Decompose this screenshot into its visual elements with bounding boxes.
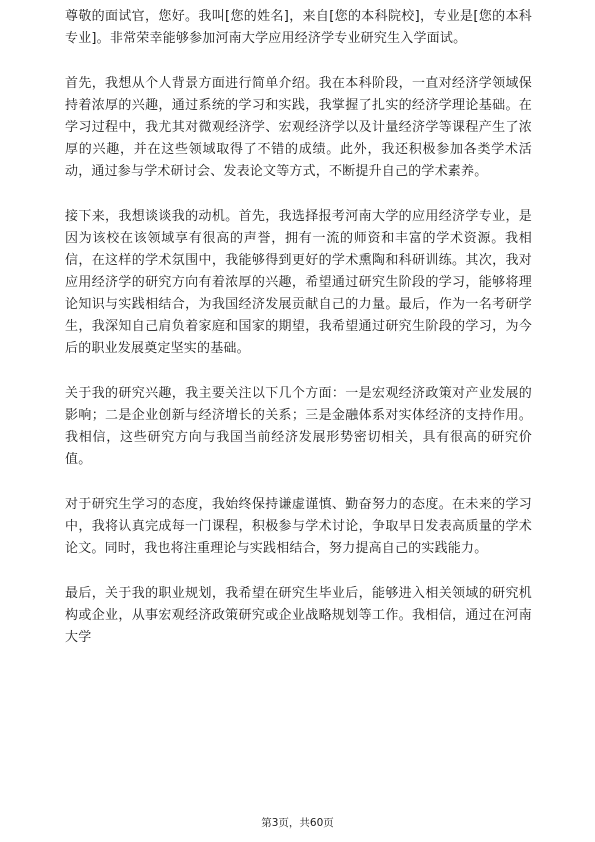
page-number-footer: 第3页，共60页 (261, 817, 334, 829)
paragraph-research-interest: 关于我的研究兴趣，我主要关注以下几个方面：一是宏观经济政策对产业发展的影响；二是企业创新与经济增长的关系；三是金融体系对实体经济的支持作用。我相信，这些研究方向与我国当前经济发展形势密切相关，具有很高的研究价值。 (65, 386, 532, 467)
document-body (65, 6, 532, 672)
paragraph-career-plan: 最后，关于我的职业规划，我希望在研究生毕业后，能够进入相关领域的研究机构或企业，从事宏观经济政策研究或企业战略规划等工作。我相信，通过在河南大学 (65, 586, 532, 645)
paragraph-background: 首先，我想从个人背景方面进行简单介绍。我在本科阶段，一直对经济学领域保持着浓厚的兴趣，通过系统的学习和实践，我掌握了扎实的经济学理论基础。在学习过程中，我尤其对微观经济学、宏观经济学以及计量经济学等课程产生了浓厚的兴趣，并在这些领域取得了不错的成绩。此外，我还积极参加各类学术活动，通过参与学术研讨会、发表论文等方式，不断提升自己的学术素养。 (65, 76, 532, 179)
paragraph-study-attitude: 对于研究生学习的态度，我始终保持谦虚谨慎、勤奋努力的态度。在未来的学习中，我将认真完成每一门课程，积极参与学术讨论，争取早日发表高质量的学术论文。同时，我也将注重理论与实践相结合，努力提高自己的实践能力。 (65, 497, 532, 556)
paragraph-greeting: 尊敬的面试官，您好。我叫[您的姓名]，来自[您的本科院校]，专业是[您的本科专业]。非常荣幸能够参加河南大学应用经济学专业研究生入学面试。 (65, 9, 532, 46)
paragraph-motivation: 接下来，我想谈谈我的动机。首先，我选择报考河南大学的应用经济学专业，是因为该校在该领域享有很高的声誉，拥有一流的师资和丰富的学术资源。我相信，在这样的学术氛围中，我能够得到更好的学术熏陶和科研训练。其次，我对应用经济学的研究方向有着浓厚的兴趣，希望通过研究生阶段的学习，能够将理论知识与实践相结合，为我国经济发展贡献自己的力量。最后，作为一名考研学生，我深知自己肩负着家庭和国家的期望，我希望通过研究生阶段的学习，为今后的职业发展奠定坚实的基础。 (65, 209, 532, 356)
